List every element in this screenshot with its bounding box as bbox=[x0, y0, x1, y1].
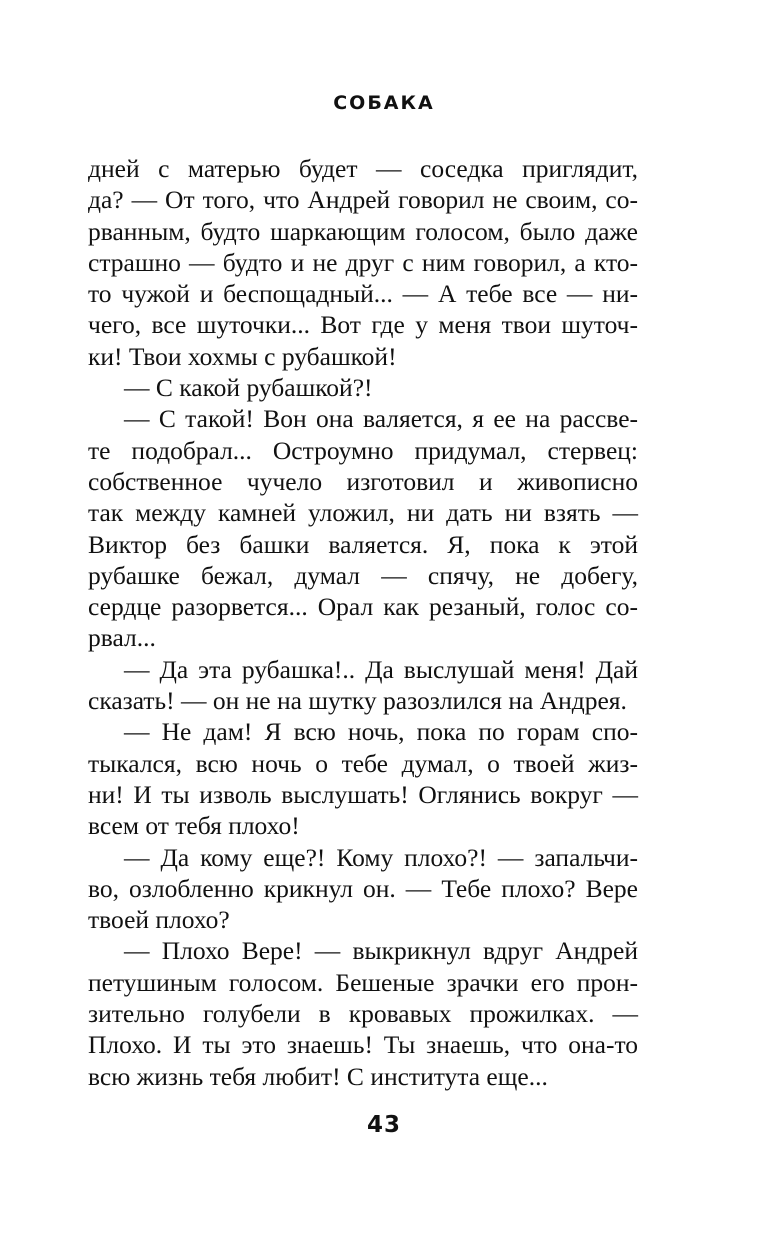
text-line: ки! Твои хохмы с рубашкой! bbox=[88, 341, 397, 371]
text-line: те подобрал... Остроумно придумал, стервец: bbox=[88, 435, 638, 465]
text-line: Виктор без башки валяется. Я, пока к этой bbox=[88, 529, 638, 559]
text-line: — Плохо Вере! — выкрикнул вдруг Андрей bbox=[124, 936, 638, 966]
text-line: петушиным голосом. Бешеные зрачки его прон- bbox=[88, 967, 638, 997]
text-line: чего, все шуточки... Вот где у меня твои шуточ- bbox=[88, 310, 638, 340]
text-line: во, озлобленно крикнул он. — Тебе плохо? Вере bbox=[88, 873, 638, 903]
text-line: страшно — будто и не друг с ним говорил, а кто- bbox=[88, 247, 638, 277]
text-line: Плохо. И ты это знаешь! Ты знаешь, что она-то bbox=[88, 1030, 638, 1060]
text-line: — С какой рубашкой?! bbox=[124, 373, 373, 403]
text-line: всю жизнь тебя любит! С института еще... bbox=[88, 1061, 548, 1091]
text-line: — Да кому еще?! Кому плохо?! — запальчи- bbox=[124, 842, 638, 872]
text-line: — Не дам! Я всю ночь, пока по горам спо- bbox=[124, 717, 638, 747]
text-line: то чужой и беспощадный... — А тебе все — ни- bbox=[88, 279, 638, 309]
page-number: 43 bbox=[366, 1112, 401, 1138]
text-line: сердце разорвется... Орал как резаный, голос со- bbox=[88, 592, 638, 622]
text-line: всем от тебя плохо! bbox=[88, 811, 300, 841]
running-head: СОБАКА bbox=[333, 92, 435, 114]
text-line: рвал... bbox=[88, 623, 156, 653]
text-line: рванным, будто шаркающим голосом, было даже bbox=[88, 216, 638, 246]
text-line: — Да эта рубашка!.. Да выслушай меня! Дай bbox=[124, 654, 638, 684]
text-line: твоей плохо? bbox=[88, 905, 230, 935]
text-line: так между камней уложил, ни дать ни взять — bbox=[88, 498, 638, 528]
text-line: тыкался, всю ночь о тебе думал, о твоей жиз- bbox=[88, 748, 638, 778]
text-line: — С такой! Вон она валяется, я ее на рассве- bbox=[124, 404, 638, 434]
text-line: ни! И ты изволь выслушать! Оглянись вокруг — bbox=[88, 779, 638, 809]
text-line: да? — От того, что Андрей говорил не своим, со- bbox=[88, 185, 638, 215]
text-line: зительно голубели в кровавых прожилках. — bbox=[88, 999, 638, 1029]
text-line: дней с матерью будет — соседка приглядит, bbox=[88, 154, 638, 183]
text-line: собственное чучело изготовил и живописно bbox=[88, 466, 638, 496]
body-text bbox=[88, 153, 638, 1092]
text-line: сказать! — он не на шутку разозлился на Андрея. bbox=[88, 686, 627, 716]
text-line: рубашке бежал, думал — спячу, не добегу, bbox=[88, 560, 638, 590]
